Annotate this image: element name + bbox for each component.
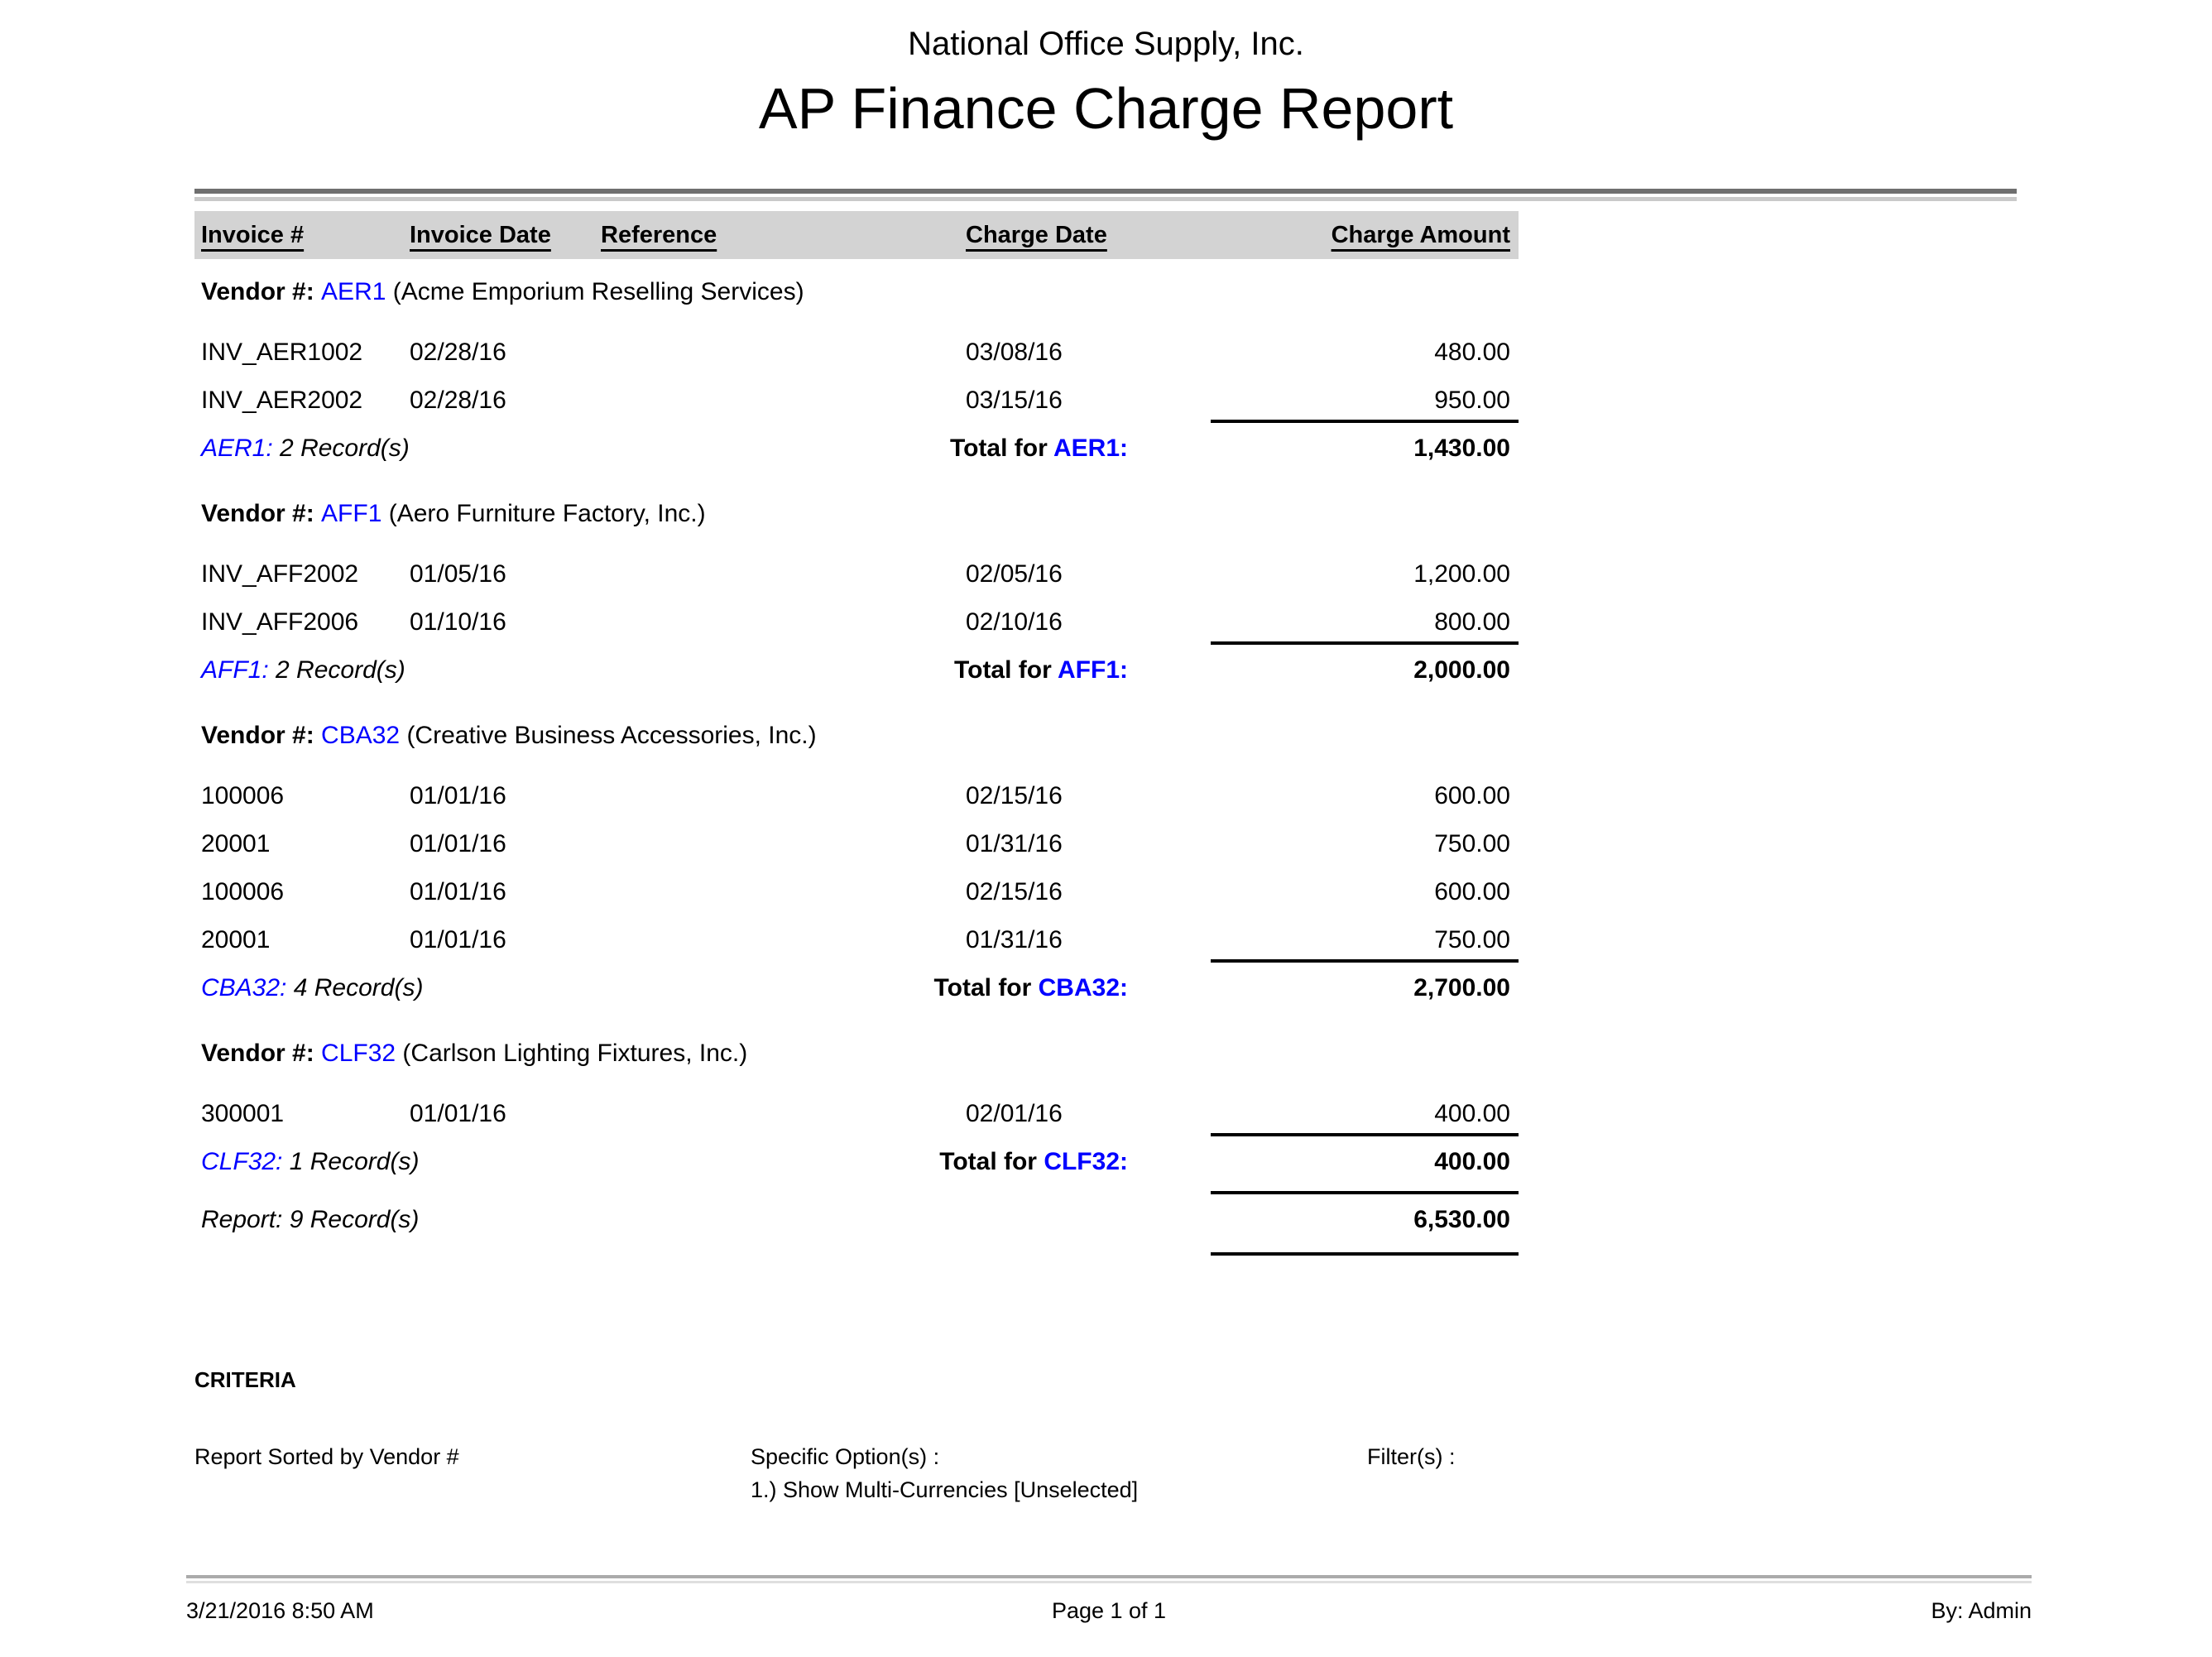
vendor-label: Vendor #: [201, 500, 322, 527]
reference [601, 562, 966, 587]
table-row [194, 562, 1519, 587]
invoice-number: 300001 [201, 1100, 285, 1127]
vendor-total-label: Total for AER1: [950, 435, 1128, 462]
criteria-heading: CRITERIA [194, 1367, 296, 1392]
criteria-section [194, 1367, 2017, 1501]
report-total-rule-bottom [1211, 1252, 1519, 1256]
criteria-filters-label: Filter(s) : [1367, 1444, 1456, 1469]
charge-date: 02/15/16 [966, 878, 1063, 905]
vendor-name: (Carlson Lighting Fixtures, Inc.) [396, 1040, 748, 1067]
vendor-name: (Creative Business Accessories, Inc.) [400, 722, 817, 749]
invoice-number: 100006 [201, 782, 285, 809]
footer-row [186, 1598, 2032, 1624]
vendor-name: (Aero Furniture Factory, Inc.) [381, 500, 706, 527]
vendor-heading [194, 1040, 1519, 1068]
vendor-code: CBA32 [321, 722, 401, 749]
charge-amount: 1,200.00 [1413, 560, 1510, 588]
vendor-total-row [194, 1148, 1519, 1176]
vendor-total-amount: 1,430.00 [1413, 435, 1510, 462]
charge-date: 01/31/16 [966, 830, 1063, 857]
column-header-invoice-date: Invoice Date [410, 221, 551, 248]
report-table [194, 211, 1519, 1256]
page-footer [186, 1575, 2032, 1624]
header-rule-light [194, 197, 2017, 201]
header-rule [194, 189, 2017, 201]
report-total-amount: 6,530.00 [1413, 1206, 1510, 1233]
table-row [194, 880, 1519, 905]
vendor-code: AFF1 [321, 500, 382, 527]
vendor-name: (Acme Emporium Reselling Services) [386, 278, 804, 305]
column-header-bar [194, 211, 1519, 259]
reference [601, 832, 966, 857]
total-rule [1211, 641, 1519, 645]
reference [601, 340, 966, 365]
charge-date: 02/10/16 [966, 608, 1063, 636]
vendor-total-label: Total for CBA32: [933, 974, 1128, 1001]
invoice-rows [194, 784, 1519, 953]
vendor-total-row [194, 435, 1519, 463]
criteria-specific-options [751, 1446, 1367, 1501]
invoice-number: 20001 [201, 830, 271, 857]
footer-rule-dark [186, 1575, 2032, 1578]
vendor-total-amount: 2,000.00 [1413, 656, 1510, 684]
column-header-reference: Reference [601, 221, 717, 248]
invoice-date: 01/01/16 [410, 926, 506, 953]
footer-generated-by: By: Admin [1931, 1598, 2032, 1623]
report-title: AP Finance Charge Report [758, 76, 1454, 141]
vendor-label: Vendor #: [201, 278, 322, 305]
vendor-total-label: Total for AFF1: [954, 656, 1128, 684]
charge-date: 02/05/16 [966, 560, 1063, 588]
vendor-total-label: Total for CLF32: [939, 1148, 1128, 1175]
table-row [194, 340, 1519, 365]
footer-rule-light [186, 1581, 2032, 1583]
header-rule-dark [194, 189, 2017, 194]
invoice-date: 01/01/16 [410, 1100, 506, 1127]
report-total-row [194, 1206, 1519, 1234]
vendor-total-amount: 2,700.00 [1413, 974, 1510, 1001]
criteria-row [194, 1446, 2017, 1501]
invoice-date: 02/28/16 [410, 387, 506, 414]
vendor-group [194, 278, 1519, 463]
invoice-number: INV_AER1002 [201, 339, 363, 366]
table-row [194, 1102, 1519, 1126]
reference [601, 610, 966, 635]
report-summary [194, 1191, 1519, 1256]
charge-date: 01/31/16 [966, 926, 1063, 953]
footer-page-number: Page 1 of 1 [1051, 1598, 1167, 1623]
reference [601, 880, 966, 905]
column-header-invoice: Invoice # [201, 221, 305, 248]
vendor-group [194, 1040, 1519, 1176]
invoice-date: 01/01/16 [410, 878, 506, 905]
invoice-rows [194, 340, 1519, 413]
invoice-number: INV_AFF2006 [201, 608, 359, 636]
vendor-label: Vendor #: [201, 1040, 322, 1067]
charge-amount: 800.00 [1434, 608, 1510, 636]
invoice-number: INV_AFF2002 [201, 560, 359, 588]
charge-date: 02/01/16 [966, 1100, 1063, 1127]
invoice-rows [194, 1102, 1519, 1126]
invoice-number: 100006 [201, 878, 285, 905]
table-row [194, 784, 1519, 809]
column-header-charge-date: Charge Date [966, 221, 1107, 248]
vendor-heading [194, 278, 1519, 306]
vendor-total-row [194, 656, 1519, 684]
invoice-date: 01/01/16 [410, 830, 506, 857]
charge-amount: 400.00 [1434, 1100, 1510, 1127]
vendor-record-count: AER1: 2 Record(s) [201, 435, 410, 462]
vendor-total-amount: 400.00 [1434, 1148, 1510, 1175]
charge-amount: 600.00 [1434, 782, 1510, 809]
vendor-heading [194, 722, 1519, 750]
vendor-group [194, 500, 1519, 684]
company-name: National Office Supply, Inc. [908, 26, 1304, 62]
report-total-rule-top [1211, 1191, 1519, 1194]
reference [601, 388, 966, 413]
invoice-date: 01/10/16 [410, 608, 506, 636]
specific-options-label: Specific Option(s) : [751, 1444, 940, 1469]
invoice-number: 20001 [201, 926, 271, 953]
vendor-group [194, 722, 1519, 1002]
reference [601, 928, 966, 953]
vendor-code: AER1 [321, 278, 386, 305]
reference [601, 1102, 966, 1126]
charge-date: 03/08/16 [966, 339, 1063, 366]
vendor-label: Vendor #: [201, 722, 322, 749]
invoice-number: INV_AER2002 [201, 387, 363, 414]
charge-amount: 950.00 [1434, 387, 1510, 414]
specific-option-item: 1.) Show Multi-Currencies [Unselected] [751, 1477, 1139, 1502]
vendor-record-count: CBA32: 4 Record(s) [201, 974, 424, 1001]
table-row [194, 832, 1519, 857]
charge-amount: 480.00 [1434, 339, 1510, 366]
vendor-record-count: CLF32: 1 Record(s) [201, 1148, 420, 1175]
table-row [194, 610, 1519, 635]
charge-date: 02/15/16 [966, 782, 1063, 809]
charge-amount: 600.00 [1434, 878, 1510, 905]
vendor-code: CLF32 [321, 1040, 396, 1067]
vendor-total-row [194, 974, 1519, 1002]
vendor-heading [194, 500, 1519, 528]
invoice-date: 01/01/16 [410, 782, 506, 809]
table-row [194, 388, 1519, 413]
column-header-charge-amount: Charge Amount [1331, 221, 1510, 248]
total-rule [1211, 1133, 1519, 1136]
report-record-count: Report: 9 Record(s) [201, 1206, 420, 1233]
charge-amount: 750.00 [1434, 926, 1510, 953]
charge-amount: 750.00 [1434, 830, 1510, 857]
invoice-date: 02/28/16 [410, 339, 506, 366]
reference [601, 784, 966, 809]
criteria-sorted-by: Report Sorted by Vendor # [194, 1444, 459, 1469]
footer-generated-datetime: 3/21/2016 8:50 AM [186, 1598, 374, 1623]
report-header [0, 0, 2212, 152]
table-row [194, 928, 1519, 953]
invoice-date: 01/05/16 [410, 560, 506, 588]
total-rule [1211, 959, 1519, 963]
charge-date: 03/15/16 [966, 387, 1063, 414]
total-rule [1211, 420, 1519, 423]
vendor-record-count: AFF1: 2 Record(s) [201, 656, 405, 684]
invoice-rows [194, 562, 1519, 635]
